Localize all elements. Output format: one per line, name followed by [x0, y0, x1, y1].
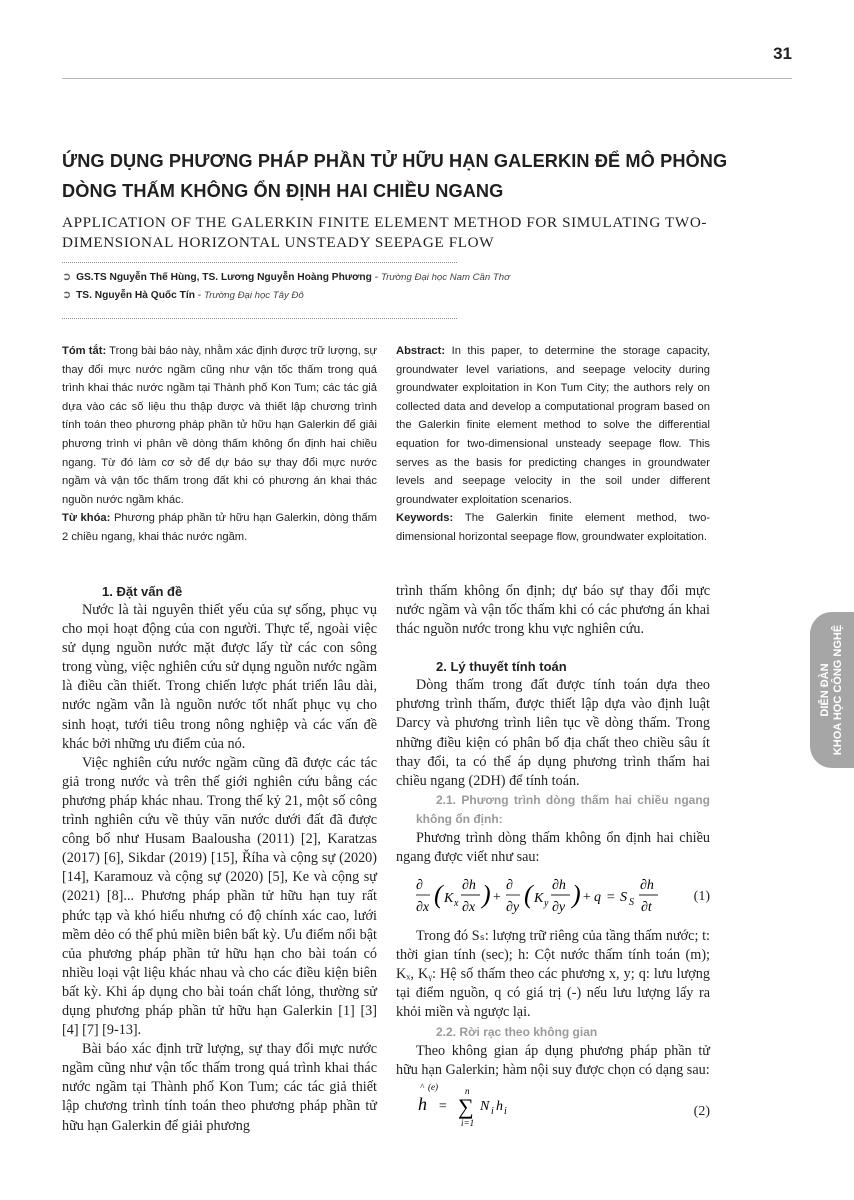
divider-bottom — [62, 318, 457, 319]
svg-text:i: i — [504, 1105, 507, 1117]
abstract-vi — [62, 342, 377, 547]
equation-2 — [396, 1080, 710, 1128]
svg-text:∂: ∂ — [506, 878, 513, 894]
author-names: TS. Nguyễn Hà Quốc Tín — [76, 290, 195, 301]
side-tab-line1: DIỄN ĐÀN — [819, 663, 831, 717]
svg-text:∂h: ∂h — [462, 878, 476, 894]
side-tab-text — [819, 625, 845, 755]
svg-text:(e): (e) — [428, 1081, 438, 1092]
abstract-en-label: Abstract: — [396, 345, 446, 357]
keywords-vi-label: Từ khóa: — [62, 512, 111, 525]
section2-paragraph: Phương trình dòng thấm không ổn định hai chiều ngang được viết như sau: — [396, 829, 710, 865]
divider-top — [62, 262, 457, 263]
title-en-line1: APPLICATION OF THE GALERKIN FINITE ELEMENT METHOD FOR SIMULATING TWO- — [62, 214, 708, 231]
svg-text:): ) — [482, 880, 491, 910]
svg-text:=: = — [438, 1098, 448, 1114]
subsection-heading-2-2: 2.2. Rời rạc theo không gian — [436, 1024, 598, 1039]
svg-text:=: = — [606, 890, 616, 906]
svg-text:y: y — [544, 898, 549, 910]
svg-text:q: q — [594, 890, 601, 906]
side-tab — [810, 612, 854, 768]
section1-paragraph: Bài báo xác định trữ lượng, sự thay đổi mực nước ngầm cũng như vận tốc thấm trong quá trình khai thác nước ngầm tại Thành phố Kon Tum; các tác giả thiết lập chương trình tính toán theo phương pháp phần tử hữu hạn Galerkin để giải phương — [62, 1041, 377, 1134]
section1-paragraph-cont: trình thấm không ổn định; dự báo sự thay đổi mực nước ngầm và vận tốc thấm khi có các phương án khai thác nguồn nước trong khu vực nghiên cứu. — [396, 583, 710, 638]
keywords-en-text: The Galerkin finite element method, two-dimensional horizontal seepage flow, groundwater exploitation. — [396, 512, 711, 543]
svg-text:S: S — [629, 897, 634, 909]
svg-text:∑: ∑ — [458, 1093, 474, 1119]
section2-paragraph: Trong đó Sₛ: lượng trữ riêng của tầng thấm nước; t: thời gian tính (sec); h: Cột nước thấm tính toán (m); Kₓ, Kᵧ: Hệ số thấm theo các phương x, y; q: lưu lượng tại điểm nguồn, q có giá trị (-) nếu lưu lượng lấy ra khỏi miền và ngược lại. — [396, 928, 710, 1021]
column-right — [396, 582, 710, 1128]
svg-text:∂h: ∂h — [640, 878, 654, 894]
svg-text:∂y: ∂y — [506, 900, 520, 916]
title-en-line2: DIMENSIONAL HORIZONTAL UNSTEADY SEEPAGE FLOW — [62, 234, 495, 251]
svg-text:^: ^ — [420, 1081, 424, 1092]
equation-1 — [396, 867, 710, 927]
abstract-vi-text: Trong bài báo này, nhằm xác định được trữ lượng, sự thay đổi mực nước ngầm cũng như vận tốc thấm trong quá trình khai thác nước ngầm tại Thành phố Kon Tum; các tác giả dựa vào các số liệu thu thập được và thiết lập chương trình tính toán theo phương pháp phần tử hữu hạn Galerkin để giải phương trình vi phân về dòng thấm không ổn định hai chiều ngang. Từ đó làm cơ sở để dự báo sự thay đổi mực nước ngầm và vận tốc thấm trong đất khi có phương án khai thác nguồn nước ngầm khác. — [62, 345, 378, 506]
section1-heading: 1. Đặt vấn đề — [102, 584, 183, 599]
svg-text:n: n — [465, 1085, 470, 1096]
side-tab-line2: KHOA HỌC CÔNG NGHỆ — [832, 624, 844, 756]
svg-text:∂x: ∂x — [462, 900, 476, 916]
svg-text:+: + — [492, 890, 502, 906]
svg-text:∂x: ∂x — [416, 900, 430, 916]
svg-text:h: h — [496, 1098, 503, 1114]
section1-paragraph: Việc nghiên cứu nước ngầm cũng đã được các tác giả trong nước và trên thế giới nghiên cứu bằng các phương pháp khác nhau. Trong thế kỷ 21, một số công trình nghiên cứu về thủy văn nước dưới đất đã được công bố như Husam Baalousha (2011) [2], Karatzas (2017) [6], Sikdar (2019) [15], Říha và cộng sự (2020) [14], Karamouz và cộng sự (2020) [5], Ke và cộng sự (2021) [8]... Phương pháp phần tử hữu hạn tuy rất phức tạp và khó hiểu nhưng có độ chính xác cao, lưới mềm dẻo có thể phủ miền biên bất kỳ. Ưu điểm nổi bật của phương pháp phần tử hữu hạn cho bài toán có nhiều loại vật liệu khác nhau và cho các điều kiện biên bất kỳ. Khi áp dụng cho bài toán chất lỏng, thường sử dụng phương pháp phần tử hữu hạn Galerkin [1] [3] [4] [7] [9-13]. — [62, 754, 377, 1039]
equation-2-formula — [416, 1082, 616, 1130]
author-line-2: ➲ TS. Nguyễn Hà Quốc Tín - Trường Đại học Tây Đô — [62, 289, 304, 301]
arrow-icon: ➲ — [62, 289, 72, 301]
svg-text:+: + — [582, 890, 592, 906]
svg-text:i: i — [491, 1105, 494, 1117]
author-names: GS.TS Nguyễn Thế Hùng, TS. Lương Nguyễn Hoàng Phương — [76, 272, 372, 283]
column-left — [62, 582, 377, 1136]
abstract-en — [396, 342, 710, 547]
section2-heading: 2. Lý thuyết tính toán — [436, 659, 567, 675]
header-rule — [62, 78, 792, 79]
svg-text:(: ( — [434, 880, 443, 910]
title-vi-line1: ỨNG DỤNG PHƯƠNG PHÁP PHẦN TỬ HỮU HẠN GALERKIN ĐỂ MÔ PHỎNG — [62, 151, 728, 171]
svg-text:): ) — [572, 880, 581, 910]
equation-1-number: (1) — [693, 889, 710, 905]
svg-text:∂t: ∂t — [641, 900, 652, 916]
svg-text:K: K — [444, 891, 454, 907]
abstract-vi-label: Tóm tắt: — [62, 345, 107, 357]
section2-paragraph: Dòng thấm trong đất được tính toán dựa theo phương trình thấm, được thiết lập dựa vào định luật Darcy và phương trình liên tục về dòng thấm. Trong những điều kiện có phân bố địa chất theo chiều sâu ít thay đổi, ta có thể áp dụng phương trình thấm hai chiều ngang (2DH) để tính toán. — [396, 677, 710, 789]
section2-paragraph: Theo không gian áp dụng phương pháp phần tử hữu hạn Galerkin; hàm nội suy được chọn có dạng sau: — [396, 1042, 710, 1078]
svg-text:h: h — [418, 1093, 427, 1114]
author-affiliation: Trường Đại học Nam Cần Thơ — [380, 272, 510, 283]
arrow-icon: ➲ — [62, 271, 72, 283]
svg-text:N: N — [480, 1098, 490, 1114]
page-number: 31 — [773, 44, 792, 63]
author-line-1: ➲ GS.TS Nguyễn Thế Hùng, TS. Lương Nguyễn Hoàng Phương - Trường Đại học Nam Cần Thơ — [62, 271, 510, 283]
abstract-en-text: In this paper, to determine the storage capacity, groundwater level variations, and seepage velocity during groundwater exploitation in Kon Tum City; the authors rely on collected data and develop a computational program based on the Galerkin finite element method to solve the differential equation for two-dimensional unsteady seepage flow. This serves as the basis for predicting changes in groundwater levels and seepage velocity in the soil under different groundwater exploitation scenarios. — [396, 345, 711, 506]
subsection-heading-2-1: 2.1. Phương trình dòng thấm hai chiều ngang không ổn định: — [416, 792, 710, 826]
keywords-vi-text: Phương pháp phần tử hữu hạn Galerkin, dòng thấm 2 chiều ngang, khai thác nước ngầm. — [62, 512, 377, 543]
svg-text:∂h: ∂h — [552, 878, 566, 894]
svg-text:K: K — [534, 891, 544, 907]
keywords-en-label: Keywords: — [396, 512, 454, 525]
equation-2-number: (2) — [693, 1103, 710, 1119]
svg-text:(: ( — [524, 880, 533, 910]
svg-text:i=1: i=1 — [461, 1117, 475, 1128]
author-affiliation: Trường Đại học Tây Đô — [204, 290, 304, 301]
svg-text:∂: ∂ — [416, 878, 423, 894]
svg-text:∂y: ∂y — [552, 900, 566, 916]
section1-paragraph: Nước là tài nguyên thiết yếu của sự sống, phục vụ cho mọi hoạt động của con người. Thực tế, ngoài việc sử dụng nguồn nước mặt được lấy từ các con sông trong vùng, việc nghiên cứu sử dụng nguồn nước ngầm là điều cần thiết. Trong chiến lược phát triển lâu dài, nước ngầm vẫn là nguồn nước tốt nhất phục vụ cho sinh hoạt, tưới tiêu trong nông nghiệp và các vấn đề khác bởi những ưu điểm của nó. — [62, 602, 377, 752]
equation-1-formula — [416, 871, 716, 929]
title-vi-line2: DÒNG THẤM KHÔNG ỔN ĐỊNH HAI CHIỀU NGANG — [62, 181, 504, 201]
svg-text:x: x — [454, 898, 459, 910]
svg-text:S: S — [620, 890, 627, 906]
